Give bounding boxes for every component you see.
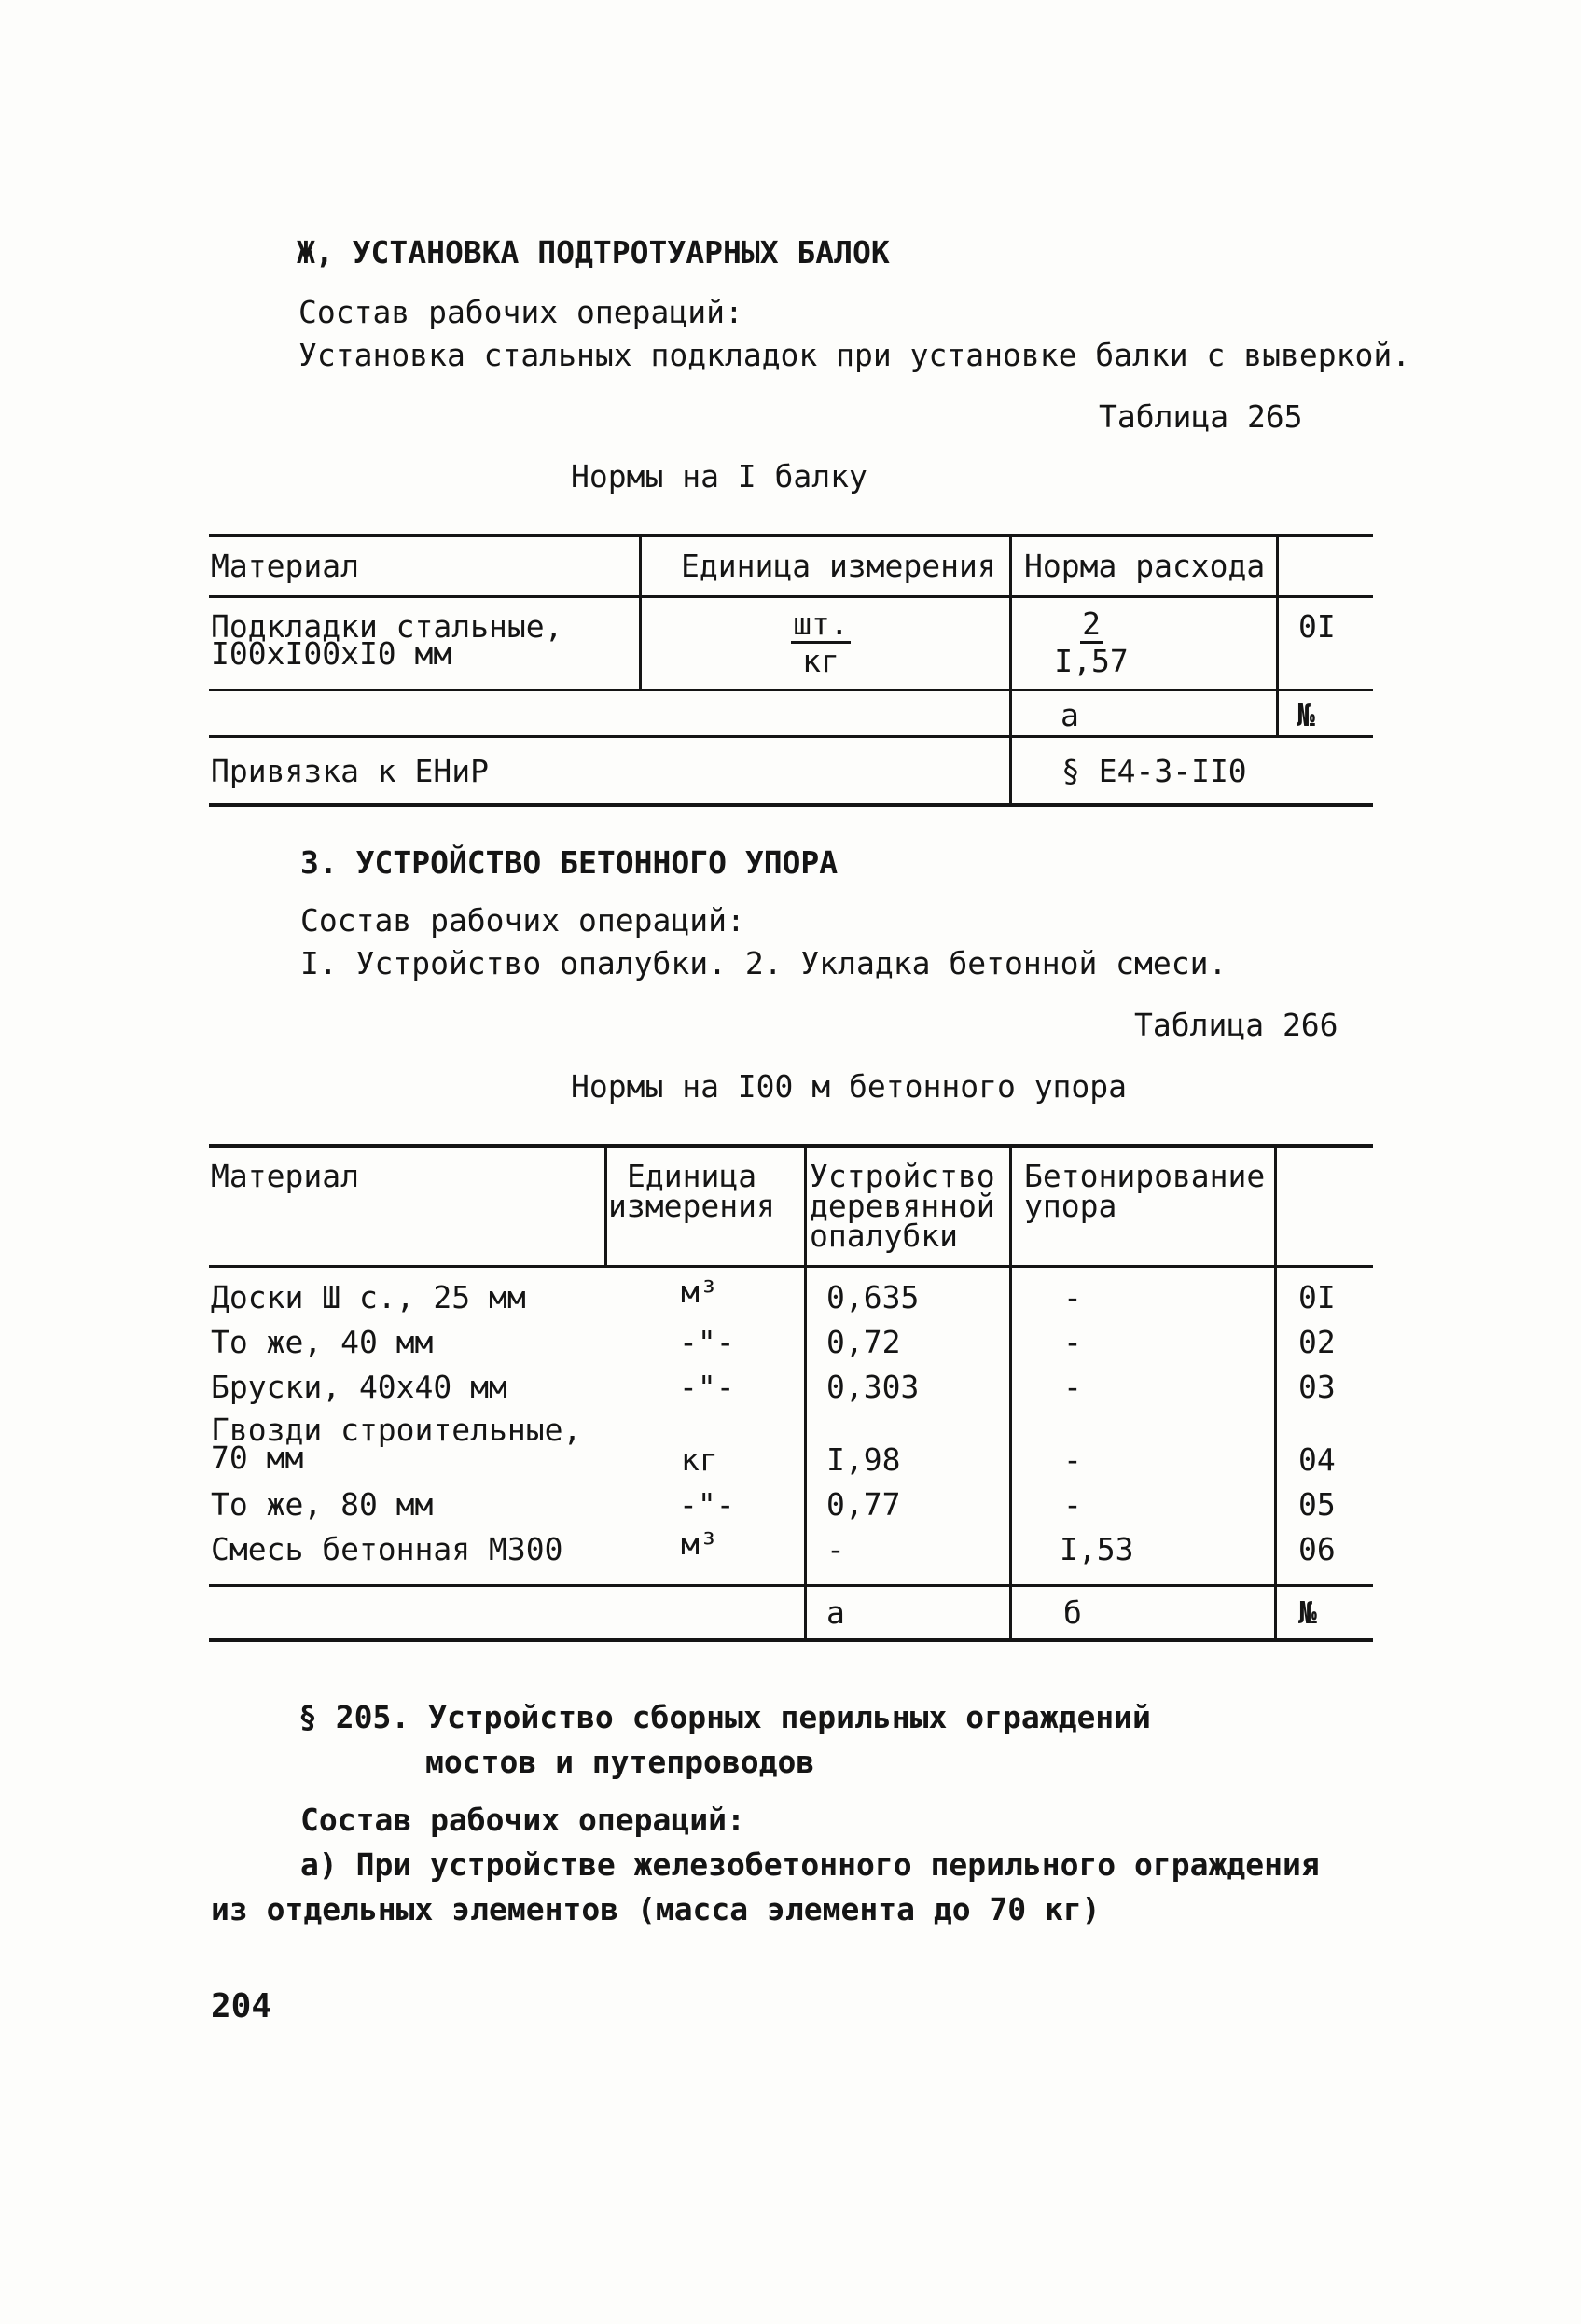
operations-text: I. Устройство опалубки. 2. Укладка бетонной смеси. — [300, 945, 1227, 981]
row-unit: -"- — [679, 1324, 735, 1360]
number-sign: № — [1297, 697, 1315, 733]
row-code: 03 — [1298, 1369, 1336, 1405]
section-title-z: З. УСТРОЙСТВО БЕТОННОГО УПОРА — [300, 844, 839, 881]
number-sign: № — [1298, 1594, 1317, 1631]
unit-denominator: кг — [802, 643, 839, 679]
row-formwork: 0,635 — [826, 1279, 920, 1315]
header-material: Материал — [211, 548, 359, 584]
row-unit: м³ — [681, 1273, 718, 1310]
row-code: 02 — [1298, 1324, 1336, 1360]
row-unit: м³ — [681, 1525, 718, 1562]
page-number: 204 — [211, 1987, 272, 2025]
row-unit-fraction — [765, 605, 877, 679]
row-concreting: I,53 — [1060, 1531, 1134, 1567]
row-code: 0I — [1298, 608, 1336, 645]
operations-text: а) При устройстве железобетонного перильного ограждения — [300, 1846, 1320, 1883]
norms-caption: Нормы на I балку — [571, 458, 867, 494]
row-code: 0I — [1298, 1279, 1336, 1315]
row-material: Бруски, 40х40 мм — [211, 1369, 507, 1405]
row-concreting: - — [1063, 1279, 1082, 1315]
operations-label: Состав рабочих операций: — [300, 902, 745, 939]
link-value: § Е4-3-II0 — [1061, 753, 1247, 789]
row-concreting: - — [1063, 1441, 1082, 1478]
row-code: 05 — [1298, 1486, 1336, 1523]
row-formwork: - — [826, 1531, 845, 1567]
row-material-size: 70 мм — [211, 1440, 304, 1476]
operations-text-line-2: из отдельных элементов (масса элемента до 70 кг) — [211, 1891, 1101, 1927]
row-formwork: 0,303 — [826, 1369, 920, 1405]
paragraph-title-line-2: мостов и путепроводов — [425, 1744, 815, 1780]
row-unit: -"- — [679, 1369, 735, 1405]
header-unit-2: измерения — [608, 1188, 775, 1224]
row-norm-fraction — [1035, 605, 1147, 679]
row-code: 04 — [1298, 1441, 1336, 1478]
row-material: Подкладки стальные, — [211, 608, 563, 645]
row-concreting: - — [1063, 1324, 1082, 1360]
header-material: Материал — [211, 1158, 359, 1194]
row-formwork: 0,72 — [826, 1324, 901, 1360]
row-formwork: 0,77 — [826, 1486, 901, 1523]
row-unit: кг — [681, 1441, 718, 1478]
row-material: То же, 80 мм — [211, 1486, 434, 1523]
row-material: Доски Ш с., 25 мм — [211, 1279, 526, 1315]
section-title-zh: Ж, УСТАНОВКА ПОДТРОТУАРНЫХ БАЛОК — [297, 234, 890, 271]
operations-text: Установка стальных подкладок при установке балки с выверкой. — [298, 337, 1411, 373]
row-concreting: - — [1063, 1486, 1082, 1523]
unit-numerator: шт. — [793, 605, 849, 642]
row-code: 06 — [1298, 1531, 1336, 1567]
table-number: Таблица 266 — [1134, 1007, 1338, 1043]
table-number: Таблица 265 — [1099, 398, 1303, 435]
row-concreting: - — [1063, 1369, 1082, 1405]
norm-numerator: 2 — [1082, 605, 1101, 642]
operations-label: Состав рабочих операций: — [300, 1802, 745, 1838]
operations-label: Состав рабочих операций: — [298, 294, 743, 330]
norm-denominator: I,57 — [1054, 643, 1129, 679]
header-unit-1: Единица — [627, 1158, 757, 1194]
header-norm: Норма расхода — [1024, 548, 1266, 584]
row-unit: -"- — [679, 1486, 735, 1523]
row-material: Гвозди строительные, — [211, 1412, 582, 1448]
column-letter-a: а — [1061, 697, 1079, 733]
row-material: Смесь бетонная М300 — [211, 1531, 563, 1567]
column-letter-a: а — [826, 1594, 845, 1631]
header-unit: Единица измерения — [681, 548, 996, 584]
header-formwork-2: деревянной — [810, 1188, 995, 1224]
row-material: То же, 40 мм — [211, 1324, 434, 1360]
header-concreting-1: Бетонирование — [1024, 1158, 1266, 1194]
paragraph-title: § 205. Устройство сборных перильных ограждений — [298, 1699, 1151, 1735]
norms-caption: Нормы на I00 м бетонного упора — [571, 1068, 1128, 1105]
row-material-size: I00xI00xI0 мм — [211, 635, 452, 672]
link-label: Привязка к ЕНиР — [211, 753, 490, 789]
header-formwork-1: Устройство — [810, 1158, 995, 1194]
header-formwork-3: опалубки — [810, 1218, 958, 1254]
header-concreting-2: упора — [1024, 1188, 1117, 1224]
row-formwork: I,98 — [826, 1441, 901, 1478]
column-letter-b: б — [1063, 1594, 1082, 1631]
